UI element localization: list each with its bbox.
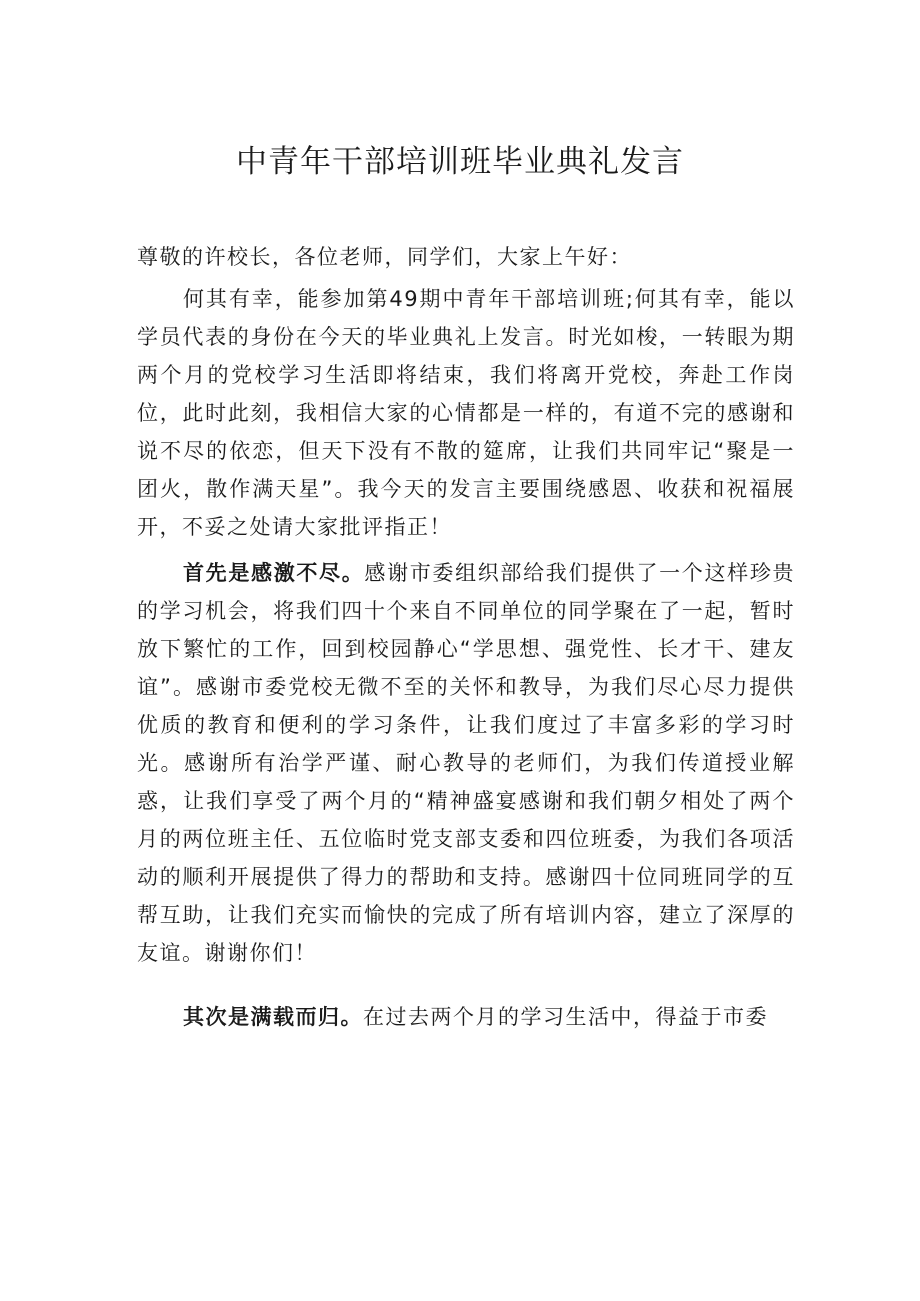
salutation: 尊敬的许校长，各位老师，同学们，大家上午好： <box>137 245 632 269</box>
paragraph-opening <box>137 280 795 546</box>
paragraph-text: 在过去两个月的学习生活中，得益于市委 <box>363 1005 768 1029</box>
paragraph-gratitude <box>137 554 795 972</box>
document-body <box>137 238 795 1036</box>
paragraph-text: 感谢市委组织部给我们提供了一个这样珍贵的学习机会，将我们四十个来自不同单位的同学聚在了一起，暂时放下繁忙的工作，回到校园静心“学思想、强党性、长才干、建友谊”。感谢市委党校无微不至的关怀和教导，为我们尽心尽力提供优质的教育和便利的学习条件，让我们度过了丰富多彩的学习时光。感谢所有治学严谨、耐心教导的老师们，为我们传道授业解惑，让我们享受了两个月的“精神盛宴感谢和我们朝夕相处了两个月的两位班主任、五位临时党支部支委和四位班委，为我们各项活动的顺利开展提供了得力的帮助和支持。感谢四十位同班同学的互帮互助，让我们充实而愉快的完成了所有培训内容，建立了深厚的友谊。谢谢你们！ <box>137 561 796 965</box>
paragraph-text: 何其有幸，能参加第49期中青年干部培训班;何其有幸，能以学员代表的身份在今天的毕业典礼上发言。时光如梭，一转眼为期两个月的党校学习生活即将结束，我们将离开党校，奔赴工作岗位，此时此刻，我相信大家的心情都是一样的，有道不完的感谢和说不尽的依恋，但天下没有不散的筵席，让我们共同牢记“聚是一团火，散作满天星”。我今天的发言主要围绕感恩、收获和祝福展开，不妥之处请大家批评指正！ <box>137 287 795 539</box>
paragraph-harvest <box>137 998 795 1036</box>
document-title: 中青年干部培训班毕业典礼发言 <box>236 144 684 180</box>
paragraph-lead: 其次是满载而归。 <box>183 1005 363 1029</box>
paragraph-lead: 首先是感激不尽。 <box>183 561 365 585</box>
